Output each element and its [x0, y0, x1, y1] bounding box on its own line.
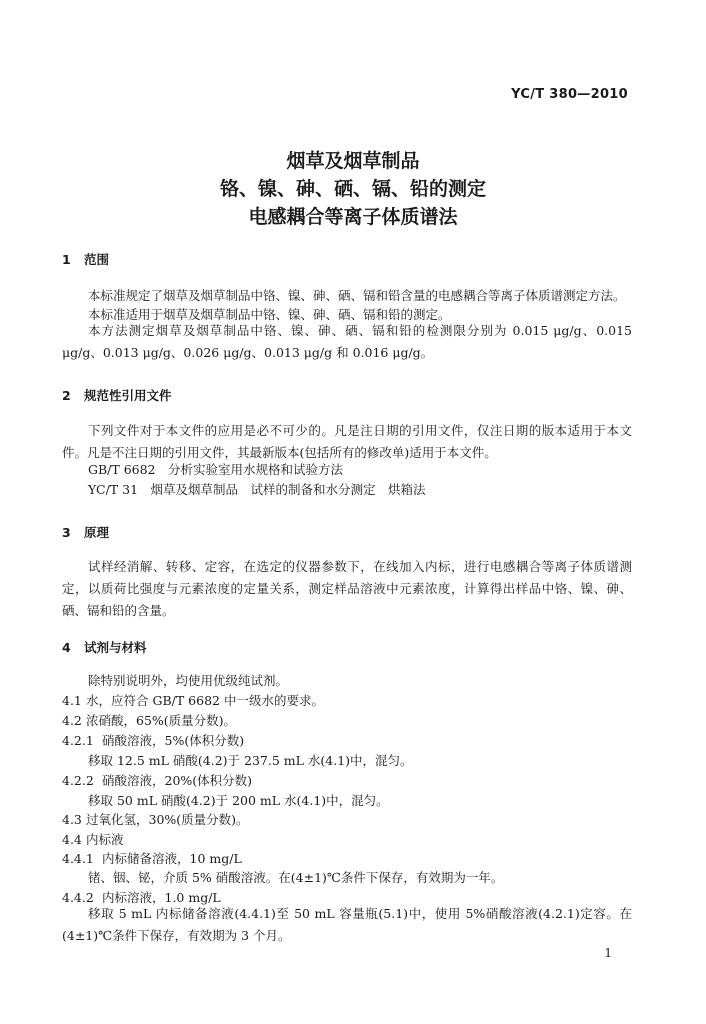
section-1-heading [62, 250, 109, 268]
item-4-2-2-body: 移取 50 mL 硝酸(4.2)于 200 mL 水(4.1)中，混匀。 [88, 793, 389, 808]
section-2-heading [62, 386, 172, 404]
item-text: 浓硝酸，65%(质量分数)。 [86, 713, 237, 728]
scope-paragraph-3: 本方法测定烟草及烟草制品中铬、镍、砷、硒、镉和铅的检测限分别为 0.015 μg/g、0.015 μg/g、0.013 μg/g、0.026 μg/g、0.013 μg/g 和 0.016 μg/g。 [62, 323, 632, 360]
references-paragraph: 下列文件对于本文件的应用是必不可少的。凡是注日期的引用文件，仅注日期的版本适用于本文件。凡是不注日期的引用文件，其最新版本(包括所有的修改单)适用于本文件。 [62, 423, 632, 460]
section-title: 试剂与材料 [84, 640, 147, 655]
section-number: 2 [62, 388, 71, 403]
item-text: 硝酸溶液，5%(体积分数) [102, 733, 245, 748]
item-4-4-1-body: 锗、铟、铋，介质 5% 硝酸溶液。在(4±1)℃条件下保存，有效期为一年。 [88, 870, 504, 885]
item-text: 水，应符合 GB/T 6682 中一级水的要求。 [86, 693, 324, 708]
item-text: 过氧化氢，30%(质量分数)。 [86, 812, 249, 827]
section-number: 3 [62, 525, 71, 540]
page-number: 1 [604, 946, 612, 960]
title-line-2: 铬、镍、砷、硒、镉、铅的测定 [219, 178, 486, 200]
item-number: 4.2 [62, 713, 82, 728]
item-4-2-1-body: 移取 12.5 mL 硝酸(4.2)于 237.5 mL 水(4.1)中，混匀。 [88, 753, 413, 768]
item-text: 内标储备溶液，10 mg/L [102, 851, 242, 866]
item-number: 4.4.2 [62, 890, 94, 905]
item-number: 4.2.1 [62, 733, 94, 748]
item-4-1 [62, 692, 324, 710]
item-4-3 [62, 811, 249, 829]
item-number: 4.2.2 [62, 773, 94, 788]
section-number: 4 [62, 640, 71, 655]
section-title: 规范性引用文件 [84, 388, 172, 403]
section-title: 范围 [84, 252, 110, 267]
reference-gbt-6682: GB/T 6682 分析实验室用水规格和试验方法 [88, 462, 344, 477]
scope-paragraph-1: 本标准规定了烟草及烟草制品中铬、镍、砷、硒、镉和铅含量的电感耦合等离子体质谱测定方法。 [88, 288, 626, 303]
item-4-2 [62, 712, 236, 730]
item-text: 硝酸溶液，20%(体积分数) [102, 773, 253, 788]
reagents-intro: 除特别说明外，均使用优级纯试剂。 [88, 673, 289, 688]
item-4-4 [62, 831, 124, 849]
reference-yct-31: YC/T 31 烟草及烟草制品 试样的制备和水分测定 烘箱法 [88, 482, 426, 497]
principle-paragraph: 试样经消解、转移、定容，在选定的仪器参数下，在线加入内标，进行电感耦合等离子体质谱测定，以质荷比强度与元素浓度的定量关系，测定样品溶液中元素浓度，计算得出样品中铬、镍、砷、硒、镉和铅的含量。 [62, 559, 632, 618]
section-title: 原理 [84, 525, 110, 540]
item-text: 内标液 [86, 832, 124, 847]
item-4-2-2 [62, 772, 252, 790]
item-4-4-2-body: 移取 5 mL 内标储备溶液(4.4.1)至 50 mL 容量瓶(5.1)中，使用 5%硝酸溶液(4.2.1)定容。在(4±1)℃条件下保存，有效期为 3 个月。 [62, 906, 632, 943]
section-4-heading [62, 638, 147, 656]
title-line-1: 烟草及烟草制品 [286, 150, 420, 172]
item-text: 内标溶液，1.0 mg/L [102, 890, 221, 905]
item-number: 4.4 [62, 832, 82, 847]
standard-code: YC/T 380—2010 [511, 87, 628, 102]
title-line-3: 电感耦合等离子体质谱法 [248, 206, 458, 228]
item-number: 4.3 [62, 812, 82, 827]
item-number: 4.4.1 [62, 851, 94, 866]
section-number: 1 [62, 252, 71, 267]
section-3-heading [62, 523, 109, 541]
item-4-2-1 [62, 732, 244, 750]
scope-paragraph-2: 本标准适用于烟草及烟草制品中铬、镍、砷、硒、镉和铅的测定。 [88, 307, 451, 322]
item-4-4-1 [62, 850, 242, 868]
item-number: 4.1 [62, 693, 82, 708]
